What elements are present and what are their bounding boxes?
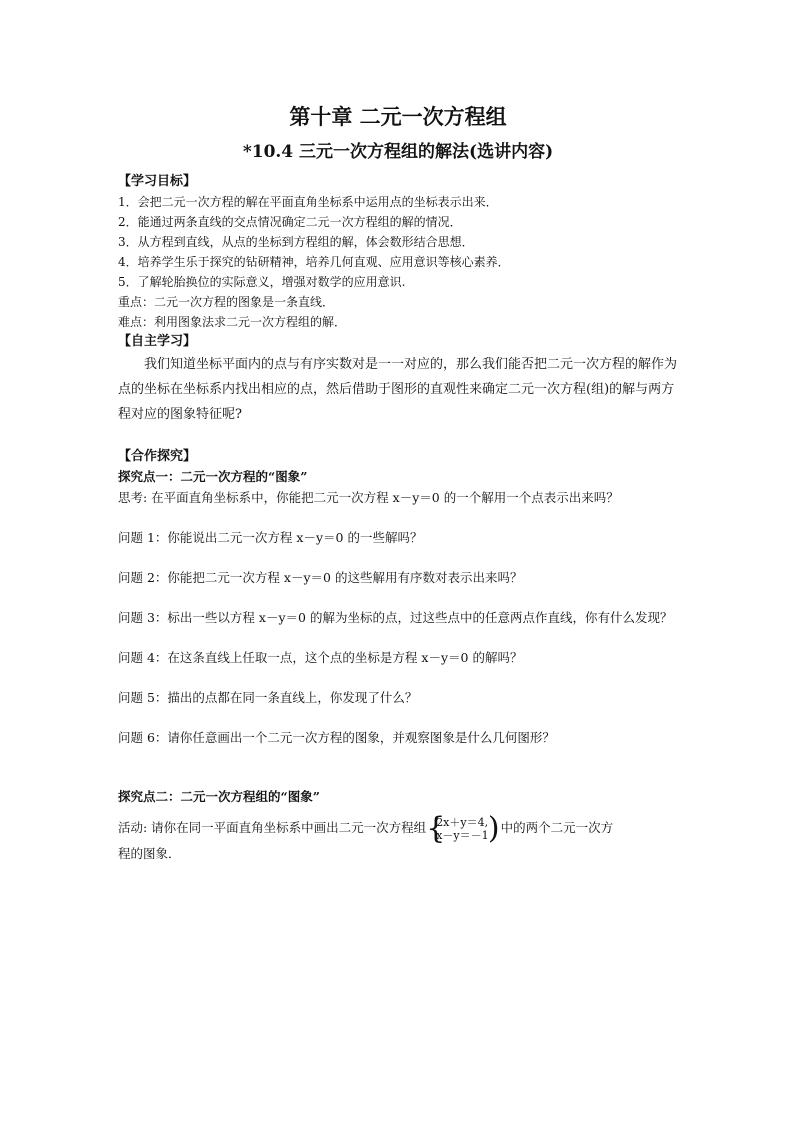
self-study-text: 我们知道坐标平面内的点与有序实数对是一一对应的，那么我们能否把二元一次方程的解作为点的坐标在坐标系内找出相应的点，然后借助于图形的直观性来确定二元一次方程(组)的解与两方程对应的图象特征呢? — [118, 357, 678, 422]
difficulty-point: 难点：利用图象法求二元一次方程组的解． — [118, 315, 347, 329]
question-6: 问题 6：请你任意画出一个二元一次方程的图象，并观察图象是什么几何图形？ — [118, 730, 555, 745]
coop-heading: 【合作探究】 — [118, 449, 197, 464]
goal-item: 2．能通过两条直线的交点情况确定二元一次方程组的解的情况． — [118, 215, 462, 229]
question-3: 问题 3：标出一些以方程 x－y＝0 的解为坐标的点，过这些点中的任意两点作直线，你有什么发现？ — [118, 610, 673, 625]
activity-suffix: 中的两个二元一次方 — [500, 820, 614, 835]
goal-item: 5．了解轮胎换位的实际意义，增强对数学的应用意识. — [118, 275, 406, 289]
left-brace-icon: { — [426, 810, 446, 846]
chapter-title: 第十章 二元一次方程组 — [289, 104, 507, 129]
activity-prefix: 活动: 请你在同一平面直角坐标系中画出二元一次方程组 — [118, 820, 427, 835]
self-study-heading: 【自主学习】 — [118, 334, 197, 349]
goal-item: 4．培养学生乐于探究的钻研精神，培养几何直观、应用意识等核心素养． — [118, 255, 510, 269]
goals-heading: 【学习目标】 — [118, 174, 197, 189]
goal-item: 1．会把二元一次方程的解在平面直角坐标系中运用点的坐标表示出来． — [118, 195, 498, 209]
activity-text — [118, 810, 678, 846]
think-question: 思考: 在平面直角坐标系中，你能把二元一次方程 x－y＝0 的一个解用一个点表示出来吗？ — [118, 490, 619, 505]
question-1: 问题 1：你能说出二元一次方程 x－y＝0 的一些解吗？ — [118, 530, 423, 545]
equation-system — [426, 810, 500, 846]
system-equation-2: x－y＝－1 — [436, 828, 489, 842]
question-4: 问题 4：在这条直线上任取一点，这个点的坐标是方程 x－y＝0 的解吗？ — [118, 650, 523, 665]
explore-point-2-title: 探究点二：二元一次方程组的“图象” — [118, 789, 320, 804]
question-2: 问题 2：你能把二元一次方程 x－y＝0 的这些解用有序数对表示出来吗？ — [118, 570, 523, 585]
document-page — [118, 100, 678, 865]
activity-end: 程的图象． — [118, 846, 181, 861]
question-5: 问题 5：描出的点都在同一条直线上，你发现了什么？ — [118, 690, 418, 705]
section-subtitle: *10.4 三元一次方程组的解法(选讲内容) — [242, 142, 554, 162]
right-paren-icon: ) — [487, 810, 500, 846]
system-equation-1: 2x＋y＝4, — [436, 815, 489, 829]
key-point: 重点：二元一次方程的图象是一条直线． — [118, 295, 335, 309]
goal-item: 3．从方程到直线，从点的坐标到方程组的解，体会数形结合思想． — [118, 235, 474, 249]
explore-point-1-title: 探究点一：二元一次方程的“图象” — [118, 469, 308, 484]
